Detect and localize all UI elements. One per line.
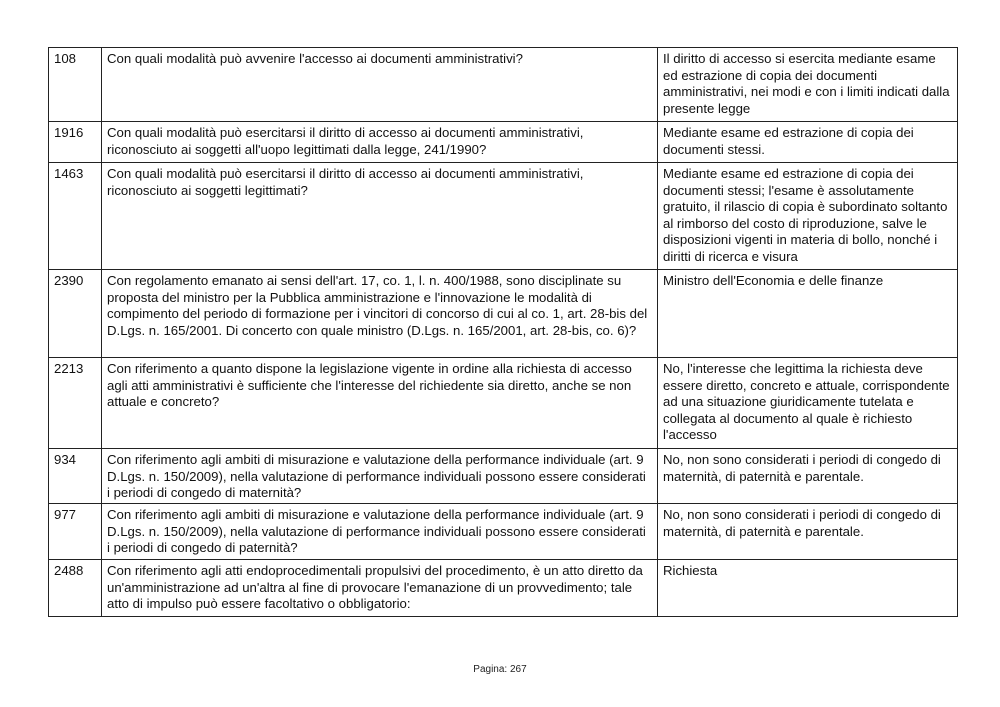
table-body (49, 48, 958, 617)
cell-answer: Ministro dell'Economia e delle finanze (658, 270, 958, 358)
cell-answer: No, l'interesse che legittima la richiesta deve essere diretto, concreto e attuale, corrispondente ad una situazione giuridicamente tutelata e collegata al documento al quale è richiesto l'accesso (658, 358, 958, 449)
table-row (49, 48, 958, 122)
table-row (49, 560, 958, 617)
cell-answer: No, non sono considerati i periodi di congedo di maternità, di paternità e parentale. (658, 504, 958, 560)
cell-id: 1463 (49, 163, 102, 270)
cell-id: 108 (49, 48, 102, 122)
cell-question: Con regolamento emanato ai sensi dell'art. 17, co. 1, l. n. 400/1988, sono disciplinate su proposta del ministro per la Pubblica amministrazione e l'innovazione le modalità di compimento del periodo di formazione per i vincitori di concorso di cui al co. 1, art. 28-bis del D.Lgs. n. 165/2001. Di concerto con quale ministro (D.Lgs. n. 165/2001, art. 28-bis, co. 6)? (102, 270, 658, 358)
cell-id: 2213 (49, 358, 102, 449)
cell-answer: No, non sono considerati i periodi di congedo di maternità, di paternità e parentale. (658, 449, 958, 504)
cell-answer: Mediante esame ed estrazione di copia dei documenti stessi; l'esame è assolutamente gratuito, il rilascio di copia è subordinato soltanto al rimborso del costo di riproduzione, salve le disposizioni vigenti in materia di bollo, nonché i diritti di ricerca e visura (658, 163, 958, 270)
cell-answer: Il diritto di accesso si esercita mediante esame ed estrazione di copia dei documenti amministrativi, nei modi e con i limiti indicati dalla presente legge (658, 48, 958, 122)
table-row (49, 122, 958, 163)
cell-question: Con quali modalità può avvenire l'accesso ai documenti amministrativi? (102, 48, 658, 122)
table-row (49, 449, 958, 504)
table-row (49, 270, 958, 358)
cell-question: Con riferimento agli ambiti di misurazione e valutazione della performance individuale (art. 9 D.Lgs. n. 150/2009), nella valutazione di performance individuali possono essere considerati i periodi di congedo di maternità? (102, 449, 658, 504)
questions-table (48, 47, 958, 617)
cell-id: 2488 (49, 560, 102, 617)
cell-id: 977 (49, 504, 102, 560)
page-number: Pagina: 267 (473, 664, 527, 675)
table-row (49, 358, 958, 449)
cell-id: 934 (49, 449, 102, 504)
table-row (49, 163, 958, 270)
table-row (49, 504, 958, 560)
cell-answer: Mediante esame ed estrazione di copia dei documenti stessi. (658, 122, 958, 163)
cell-question: Con quali modalità può esercitarsi il diritto di accesso ai documenti amministrativi, riconosciuto ai soggetti all'uopo legittimati dalla legge, 241/1990? (102, 122, 658, 163)
cell-id: 1916 (49, 122, 102, 163)
cell-question: Con riferimento agli atti endoprocedimentali propulsivi del procedimento, è un atto diretto da un'amministrazione ad un'altra al fine di provocare l'emanazione di un provvedimento; tale atto di impulso può essere facoltativo o obbligatorio: (102, 560, 658, 617)
cell-question: Con quali modalità può esercitarsi il diritto di accesso ai documenti amministrativi, riconosciuto ai soggetti legittimati? (102, 163, 658, 270)
cell-answer: Richiesta (658, 560, 958, 617)
cell-question: Con riferimento agli ambiti di misurazione e valutazione della performance individuale (art. 9 D.Lgs. n. 150/2009), nella valutazione di performance individuali possono essere considerati i periodi di congedo di paternità? (102, 504, 658, 560)
cell-id: 2390 (49, 270, 102, 358)
cell-question: Con riferimento a quanto dispone la legislazione vigente in ordine alla richiesta di accesso agli atti amministrativi è sufficiente che l'interesse del richiedente sia diretto, anche se non attuale e concreto? (102, 358, 658, 449)
